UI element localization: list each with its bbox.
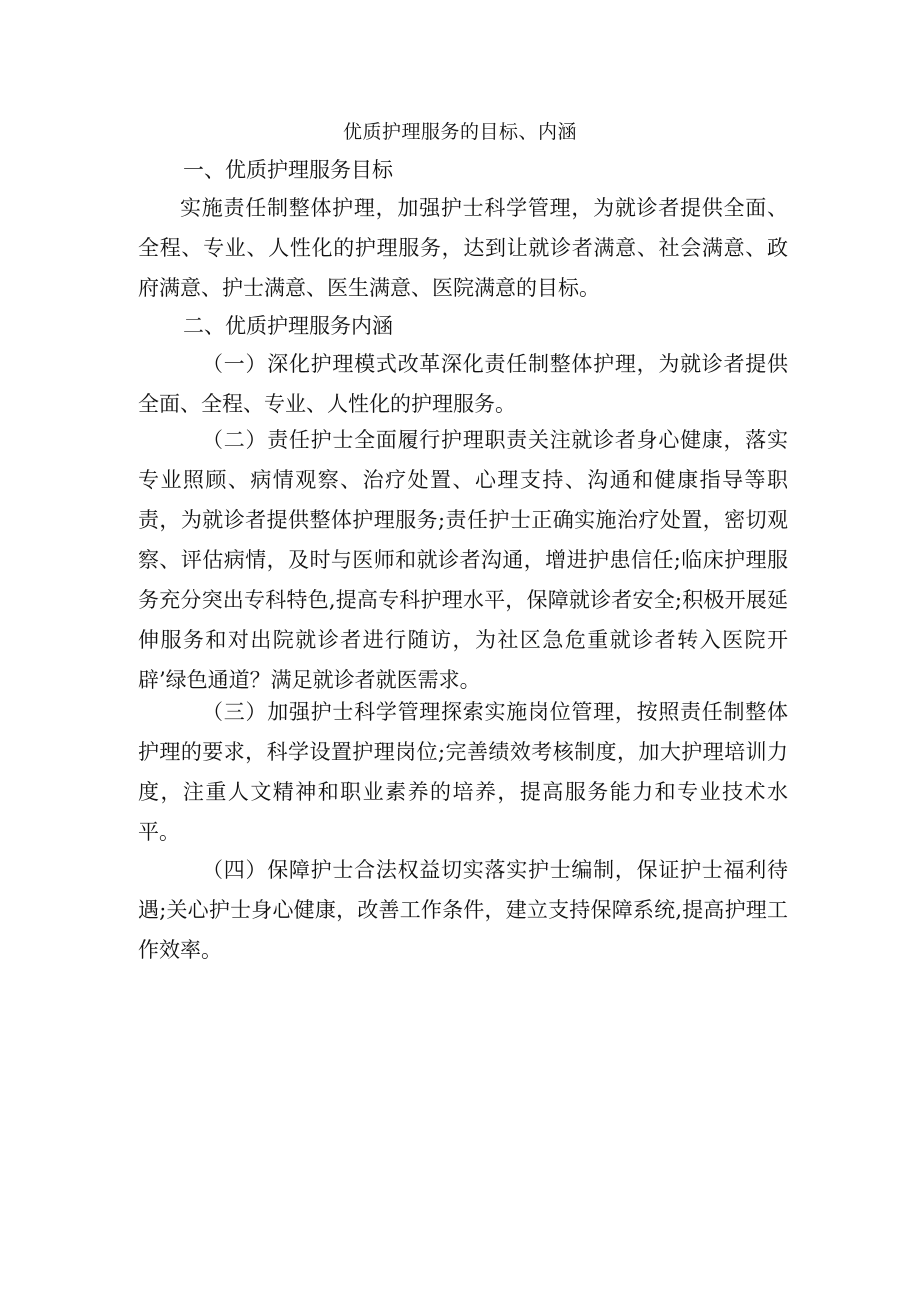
paragraph-item-3: （三）加强护士科学管理探索实施岗位管理，按照责任制整体护理的要求，科学设置护理岗位;完善绩效考核制度，加大护理培训力度，注重人文精神和职业素养的培养，提高服务能力和专业技术水平。: [138, 700, 788, 844]
paragraph-item-2: （二）责任护士全面履行护理职责关注就诊者身心健康，落实专业照顾、病情观察、治疗处置、心理支持、沟通和健康指导等职责，为就诊者提供整体护理服务;责任护士正确实施治疗处置，密切观察、评估病情，及时与医师和就诊者沟通，增进护患信任;临床护理服务充分突出专科特色,提高专科护理水平，保障就诊者安全;积极开展延伸服务和对出院就诊者进行随访，为社区急危重就诊者转入医院开辟’绿色通道？满足就诊者就医需求。: [138, 428, 788, 692]
paragraph-item-4: （四）保障护士合法权益切实落实护士编制，保证护士福利待遇;关心护士身心健康，改善工作条件，建立支持保障系统,提高护理工作效率。: [138, 858, 788, 962]
paragraph-item-1: （一）深化护理模式改革深化责任制整体护理，为就诊者提供全面、全程、专业、人性化的护理服务。: [138, 352, 788, 416]
section-heading-goals: 一、优质护理服务目标: [183, 158, 393, 182]
document-title: 优质护理服务的目标、内涵: [342, 121, 577, 143]
section-heading-connotation: 二、优质护理服务内涵: [183, 314, 393, 338]
paragraph-goals: 实施责任制整体护理，加强护士科学管理，为就诊者提供全面、全程、专业、人性化的护理服务，达到让就诊者满意、社会满意、政府满意、护士满意、医生满意、医院满意的目标。: [138, 196, 788, 300]
